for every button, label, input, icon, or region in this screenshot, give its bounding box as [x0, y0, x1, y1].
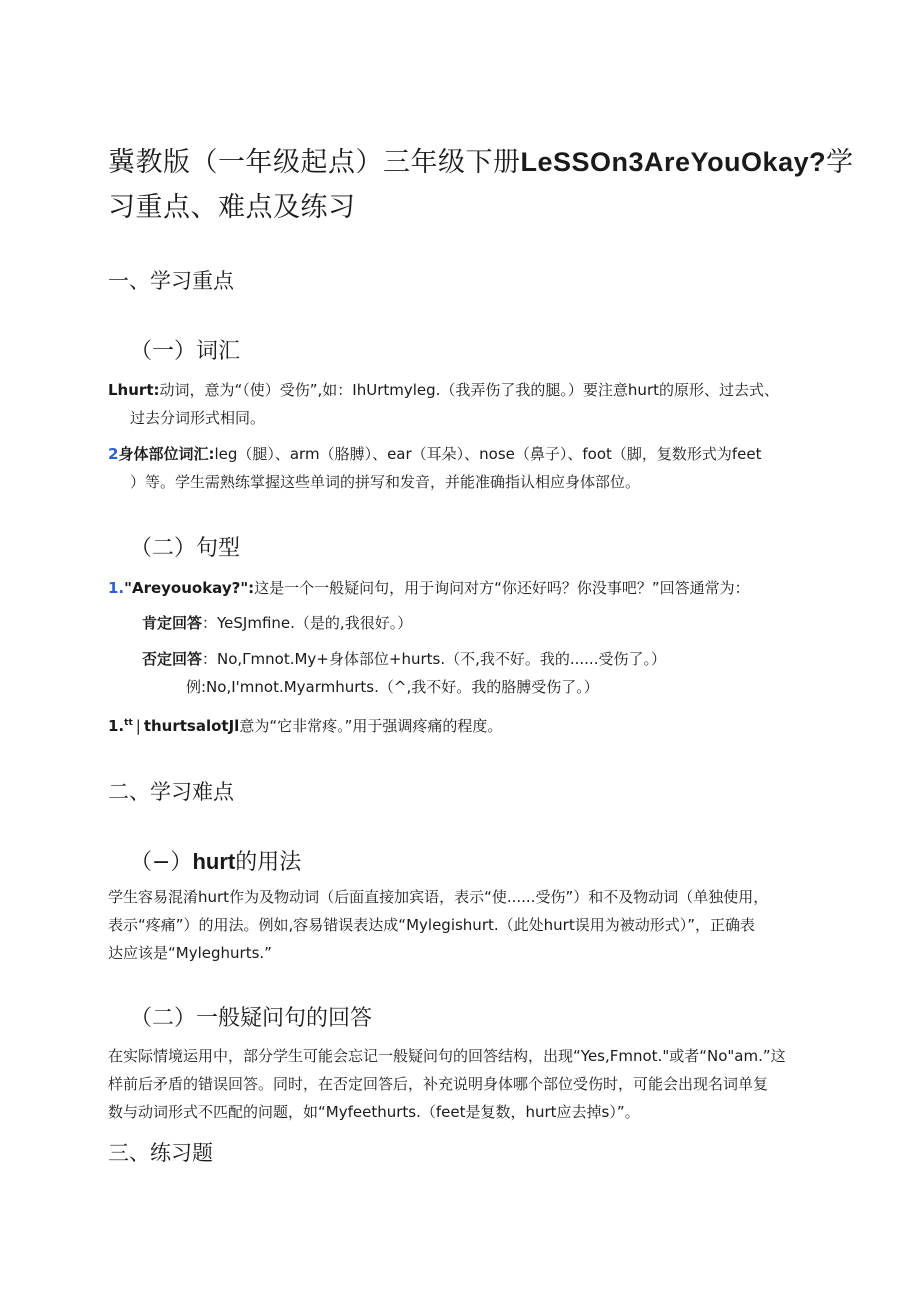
hurt-usage-paragraph-line1: 学生容易混淆hurt作为及物动词（后面直接加宾语，表示“使......受伤”）和不及物动词（单独使用， [108, 888, 769, 906]
subheading-yes-no-answers: （二）一般疑问句的回答 [130, 1006, 373, 1031]
answers-paragraph-line3: 数与动词形式不匹配的问题，如“Myfeethurts.（feet是复数，hurt应去掉s）”。 [108, 1103, 640, 1121]
negative-answer-example: 例:No,I'mnot.Myarmhurts.（^,我不好。我的胳膊受伤了。） [186, 678, 599, 696]
pattern-item-it-hurts-a-lot: 1.$^{tt}$ | thurtsalotJl意为“它非常疼。”用于强调疼痛的程度。 [108, 717, 503, 735]
subheading-sentence-patterns: （二）句型 [130, 536, 241, 561]
vocab-item-hurt-line1: Lhurt:动词，意为“（使）受伤”,如：IhUrtmyleg.（我弄伤了我的腿。）要注意hurt的原形、过去式、 [108, 381, 779, 399]
vocab-item-hurt-line2: 过去分词形式相同。 [130, 409, 266, 427]
document-title-line1: 冀教版（一年级起点）三年级下册LeSSOn3AreYouOkay?学 [108, 147, 854, 178]
section-heading-exercises: 三、练习题 [108, 1141, 213, 1165]
subheading-vocabulary: （一）词汇 [130, 339, 241, 364]
pattern-item-are-you-okay: 1."Areyouokay?":这是一个一般疑问句，用于询问对方“你还好吗？你没事吧？”回答通常为： [108, 579, 750, 597]
section-heading-key-points: 一、学习重点 [108, 269, 234, 293]
vocab-item-body-parts-line2: ）等。学生需熟练掌握这些单词的拼写和发音，并能准确指认相应身体部位。 [130, 473, 641, 491]
document-title-line2: 习重点、难点及练习 [108, 192, 356, 223]
subheading-hurt-usage: （−）hurt的用法 [130, 849, 302, 875]
section-heading-difficulties: 二、学习难点 [108, 780, 234, 804]
hurt-usage-paragraph-line2: 表示“疼痛”）的用法。例如,容易错误表达成“Mylegishurt.（此处hurt误用为被动形式）”，正确表 [108, 916, 755, 934]
answers-paragraph-line1: 在实际情境运用中，部分学生可能会忘记一般疑问句的回答结构，出现“Yes,Fmnot."或者“No"am.”这 [108, 1047, 786, 1065]
affirmative-answer: 肯定回答：YeSJmfine.（是的,我很好。） [142, 614, 413, 632]
negative-answer: 否定回答：No,Γmnot.My+身体部位+hurts.（不,我不好。我的......受伤了。） [142, 650, 666, 668]
hurt-usage-paragraph-line3: 达应该是“Myleghurts.” [108, 944, 272, 962]
vocab-item-body-parts-line1: 2身体部位词汇:leg（腿）、arm（胳膊）、ear（耳朵）、nose（鼻子）、foot（脚，复数形式为feet [108, 445, 762, 463]
answers-paragraph-line2: 样前后矛盾的错误回答。同时，在否定回答后，补充说明身体哪个部位受伤时，可能会出现名词单复 [108, 1075, 769, 1093]
